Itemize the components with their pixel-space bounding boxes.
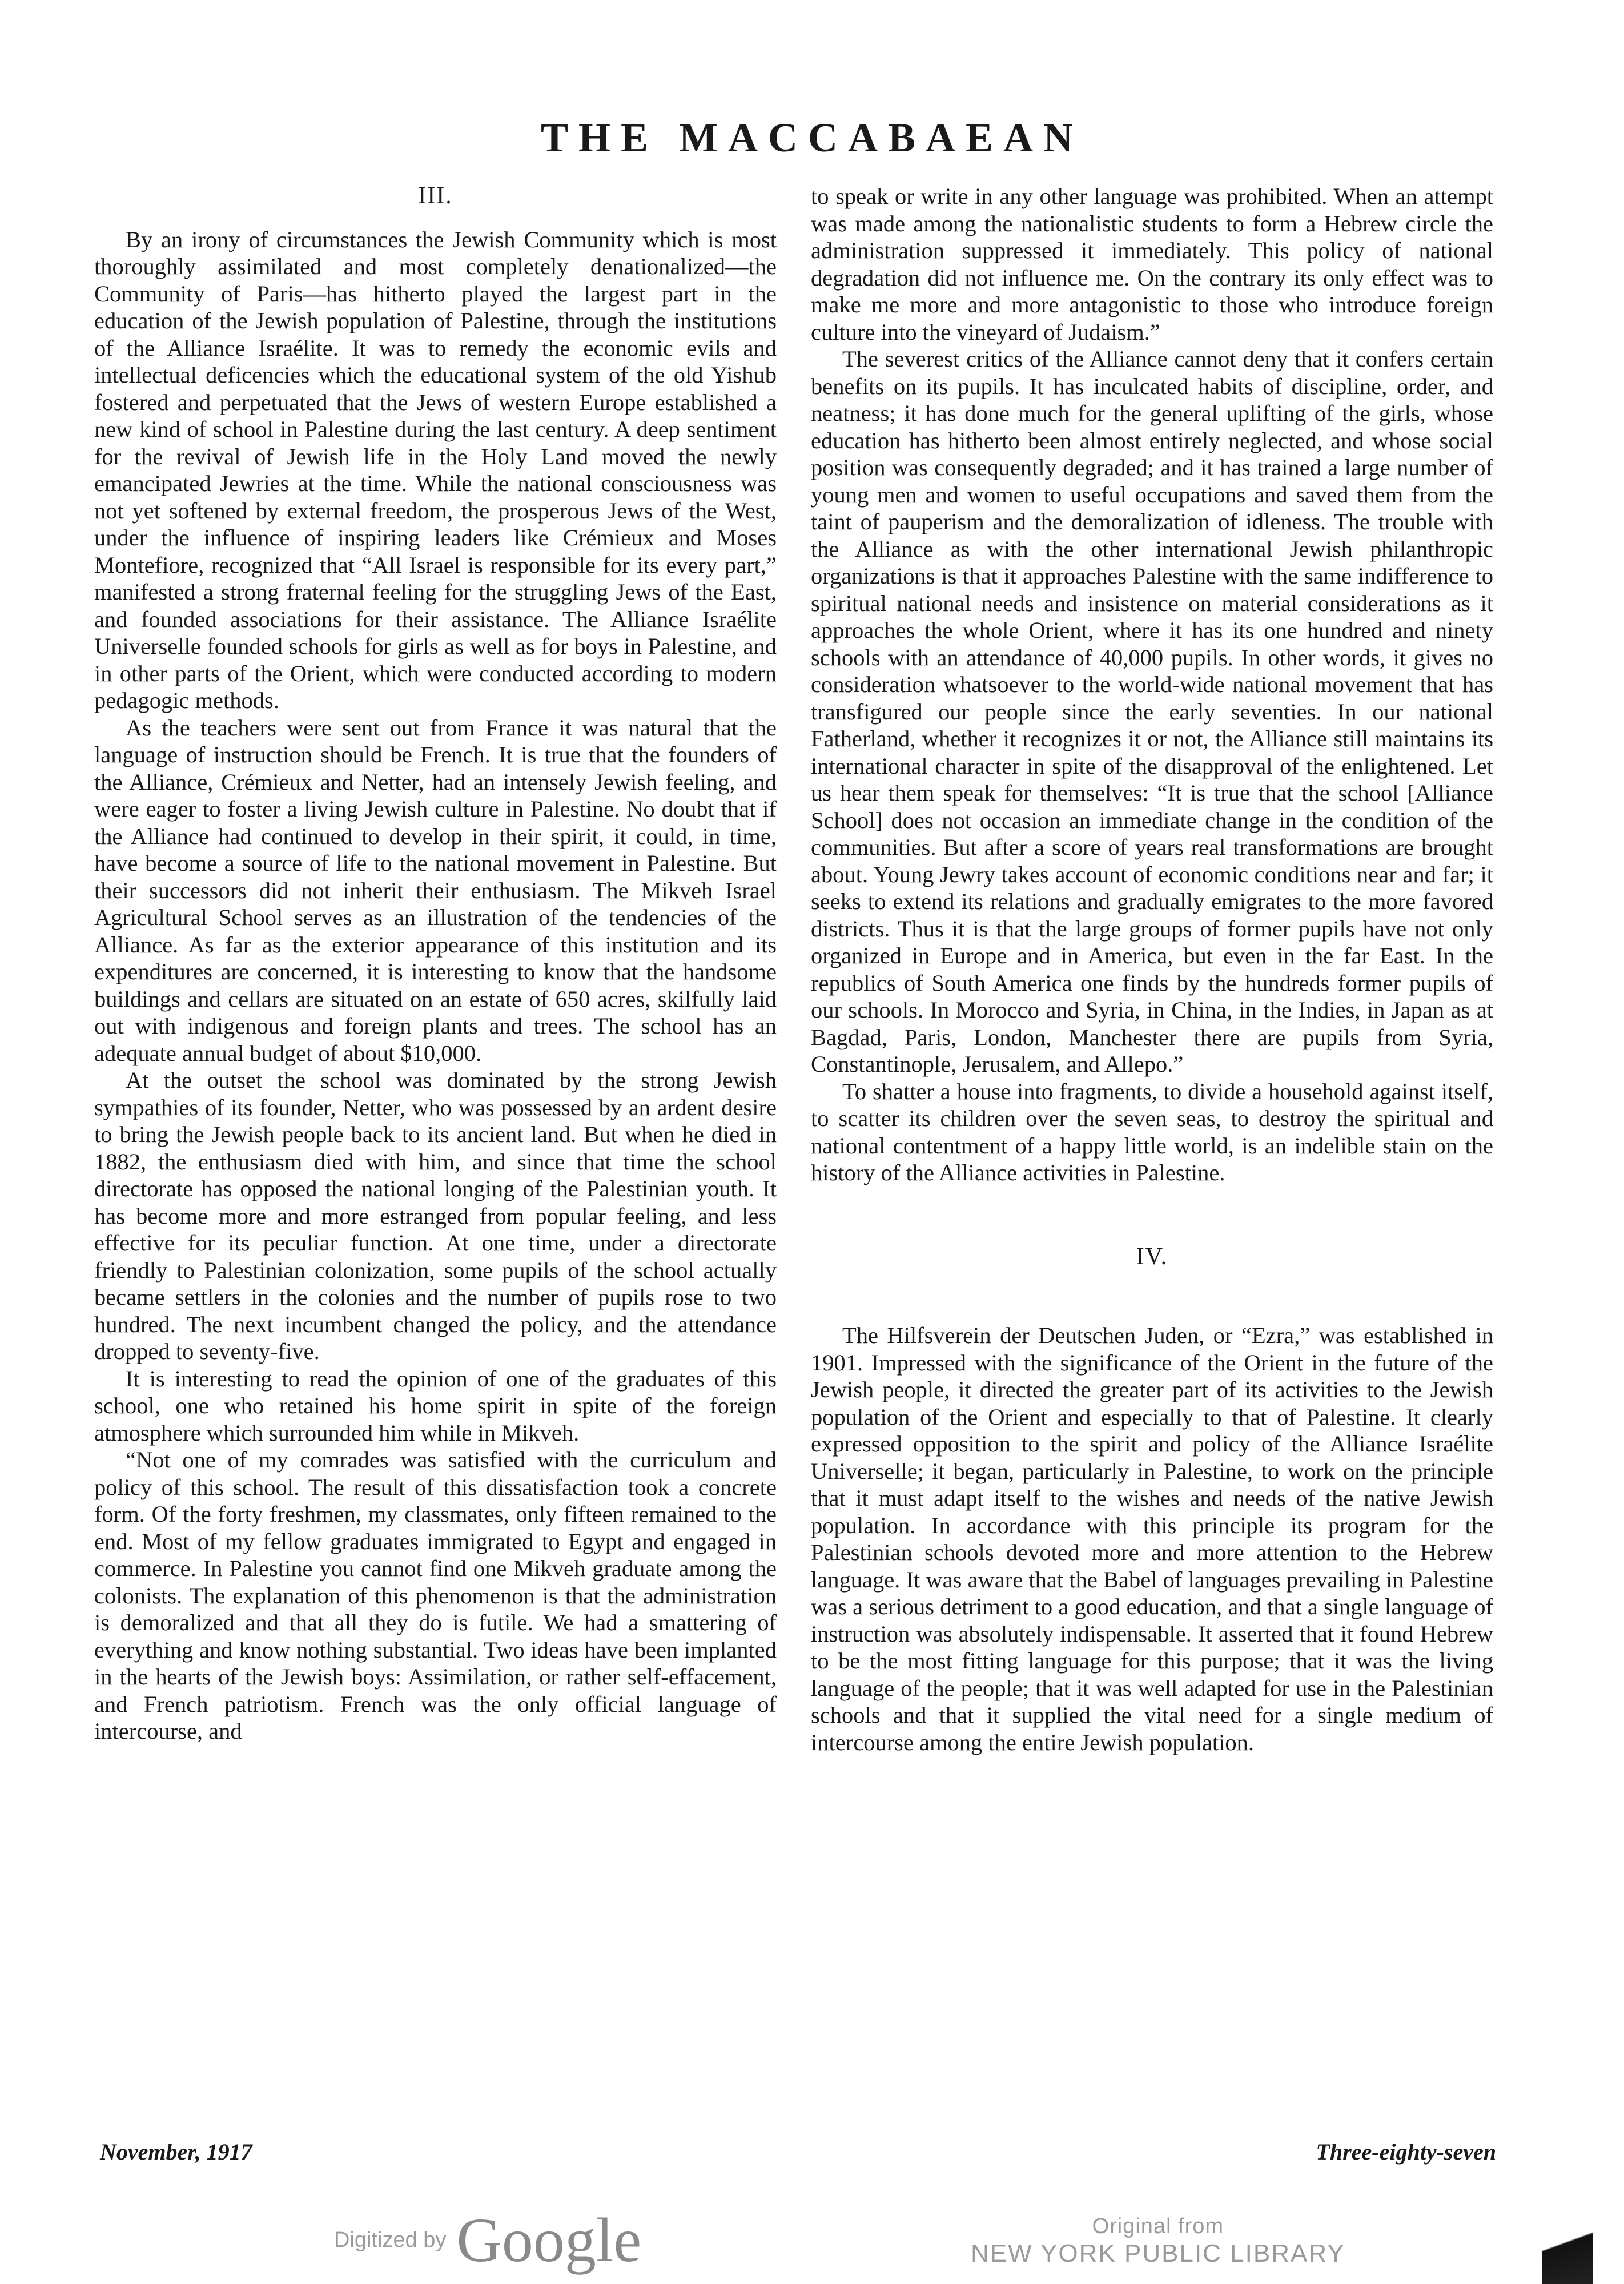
library-name: NEW YORK PUBLIC LIBRARY (971, 2239, 1345, 2267)
paragraph: By an irony of circumstances the Jewish Community which is most thoroughly assimilated and most completely denationalized—the Community of Paris—has hitherto played the largest part in the education of the Jewish population of Palestine, through the institutions of the Alliance Israélite. It was to remedy the economic evils and intellectual deficencies which the educational system of the old Yishub fostered and perpetuated that the Jews of western Europe established a new kind of school in Palestine during the last century. A deep sentiment for the revival of Jewish life in the Holy Land moved the newly emancipated Jewries at the time. While the national consciousness was not yet softened by external freedom, the prosperous Jews of the West, under the influence of inspiring leaders like Crémieux and Moses Montefiore, recognized that “All Israel is responsible for its every part,” manifested a strong fraternal feeling for the struggling Jews of the East, and founded associations for their assistance. The Alliance Israélite Universelle founded schools for girls as well as for boys in Palestine, and in other parts of the Orient, which were conducted according to modern pedagogic methods. (94, 226, 777, 713)
right-column (811, 183, 1493, 1756)
paragraph: The Hilfsverein der Deutschen Juden, or “Ezra,” was established in 1901. Impressed with the significance of the Orient in the future of the Jewish people, it directed the greater part of its activities to the Jewish population of the Orient and especially to that of Palestine. It clearly expressed opposition to the spirit and policy of the Alliance Israélite Universelle; it began, particularly in Palestine, to work on the principle that it must adapt itself to the wishes and needs of the native Jewish population. In accordance with this principle its program for the Palestinian schools devoted more and more attention to the Hebrew language. It was aware that the Babel of languages prevailing in Palestine was a serious detriment to a good education, and that a single language of instruction was absolutely indispensable. It asserted that it found Hebrew to be the most fitting language for this purpose; that it was the living language of the people; that it was well adapted for use in the Palestinian schools and that it supplied the vital need for a single medium of intercourse among the entire Jewish population. (811, 1322, 1493, 1755)
digitized-by-label: Digitized by (334, 2228, 447, 2252)
masthead: THE MACCABAEAN (540, 115, 1084, 160)
paragraph: At the outset the school was dominated by the strong Jewish sympathies of its founder, Netter, who was possessed by an ardent desire to bring the Jewish people back to its ancient land. But when he died in 1882, the enthusiasm died with him, and since that time the school directorate has opposed the national longing of the Palestinian youth. It has become more and more estranged from popular feeling, and less effective for its peculiar function. At one time, under a directorate friendly to Palestinian colonization, some pupils of the school actually became settlers in the colonies and the number of pupils rose to two hundred. The next incumbent changed the policy, and the attendance dropped to seventy-five. (94, 1067, 777, 1364)
footer-date: November, 1917 (100, 2139, 252, 2165)
left-column (94, 183, 777, 1745)
paragraph: It is interesting to read the opinion of one of the graduates of this school, one who retained his home spirit in spite of the foreign atmosphere which surrounded him while in Mikveh. (94, 1365, 777, 1446)
library-watermark (971, 2213, 1345, 2267)
section-heading-iii: III. (418, 183, 453, 209)
original-from-label: Original from (1092, 2214, 1224, 2238)
footer-page-number: Three-eighty-seven (1316, 2139, 1496, 2165)
paragraph: “Not one of my comrades was satisfied with the curriculum and policy of this school. The result of this dissatisfaction took a concrete form. Of the forty freshmen, my classmates, only fifteen remained to the end. Most of my fellow graduates immigrated to Egypt and engaged in commerce. In Palestine you cannot find one Mikveh graduate among the colonists. The explanation of this phenomenon is that the administration is demoralized and that all they do is futile. We had a smattering of everything and know nothing substantial. Two ideas have been implanted in the hearts of the Jewish boys: Assimilation, or rather self-effacement, and French patriotism. French was the only official language of intercourse, and (94, 1447, 777, 1744)
google-logo: Google (456, 2205, 642, 2275)
paragraph: As the teachers were sent out from France it was natural that the language of instruction should be French. It is true that the founders of the Alliance, Crémieux and Netter, had an intensely Jewish feeling, and were eager to foster a living Jewish culture in Palestine. No doubt that if the Alliance had continued to develop in their spirit, it could, in time, have become a source of life to the national movement in Palestine. But their successors did not inherit their enthusiasm. The Mikveh Israel Agricultural School serves as an illustration of the tendencies of the Alliance. As far as the exterior appearance of this institution and its expenditures are concerned, it is interesting to know that the handsome buildings and cellars are situated on an estate of 650 acres, skilfully laid out with indigenous and foreign plants and trees. The school has an adequate annual budget of about $10,000. (94, 714, 777, 1066)
section-heading-iv: IV. (1136, 1243, 1168, 1270)
paragraph: The severest critics of the Alliance cannot deny that it confers certain benefits on its pupils. It has inculcated habits of discipline, order, and neatness; it has done much for the general uplifting of the girls, whose education has hitherto been almost entirely neglected, and whose social position was consequently degraded; and it has trained a large number of young men and women to useful occupations and saved them from the taint of pauperism and the demoralization of idleness. The trouble with the Alliance as with the other international Jewish philanthropic organizations is that it approaches Palestine with the same indifference to spiritual national needs and insistence on material considerations as it approaches the whole Orient, where it has its one hundred and ninety schools with an attendance of 40,000 pupils. In other words, it gives no consideration whatsoever to the world-wide national movement that has transfigured our people since the early seventies. In our national Fatherland, whether it recognizes it or not, the Alliance still maintains its international character in spite of the disapproval of the enlightened. Let us hear them speak for themselves: “It is true that the school [Alliance School] does not occasion an immediate change in the condition of the communities. But after a score of years real transformations are brought about. Young Jewry takes account of economic conditions near and far; it seeks to extend its relations and gradually emigrates to the more favored districts. Thus it is that the large groups of former pupils have not only organized in Europe and in America, but even in the far East. In the republics of South America one finds by the hundreds former pupils of our schools. In Morocco and Syria, in China, in the Indies, in Japan as at Bagdad, Paris, London, Manchester there are pupils from Syria, Constantinople, Jerusalem, and Allepo.” (811, 346, 1493, 1077)
scan-edge-mark (1542, 2215, 1593, 2284)
paragraph-continuation: to speak or write in any other language was prohibited. When an attempt was made among the nationalistic students to form a Hebrew circle the administration suppressed it immediately. This policy of national degradation did not influence me. On the contrary its only effect was to make me more and more antagonistic to those who introduce foreign culture into the vineyard of Judaism.” (811, 183, 1493, 345)
digitized-watermark (334, 2204, 641, 2277)
paragraph: To shatter a house into fragments, to divide a household against itself, to scatter its children over the seven seas, to destroy the spiritual and national contentment of a happy little world, is an indelible stain on the history of the Alliance activities in Palestine. (811, 1078, 1493, 1185)
